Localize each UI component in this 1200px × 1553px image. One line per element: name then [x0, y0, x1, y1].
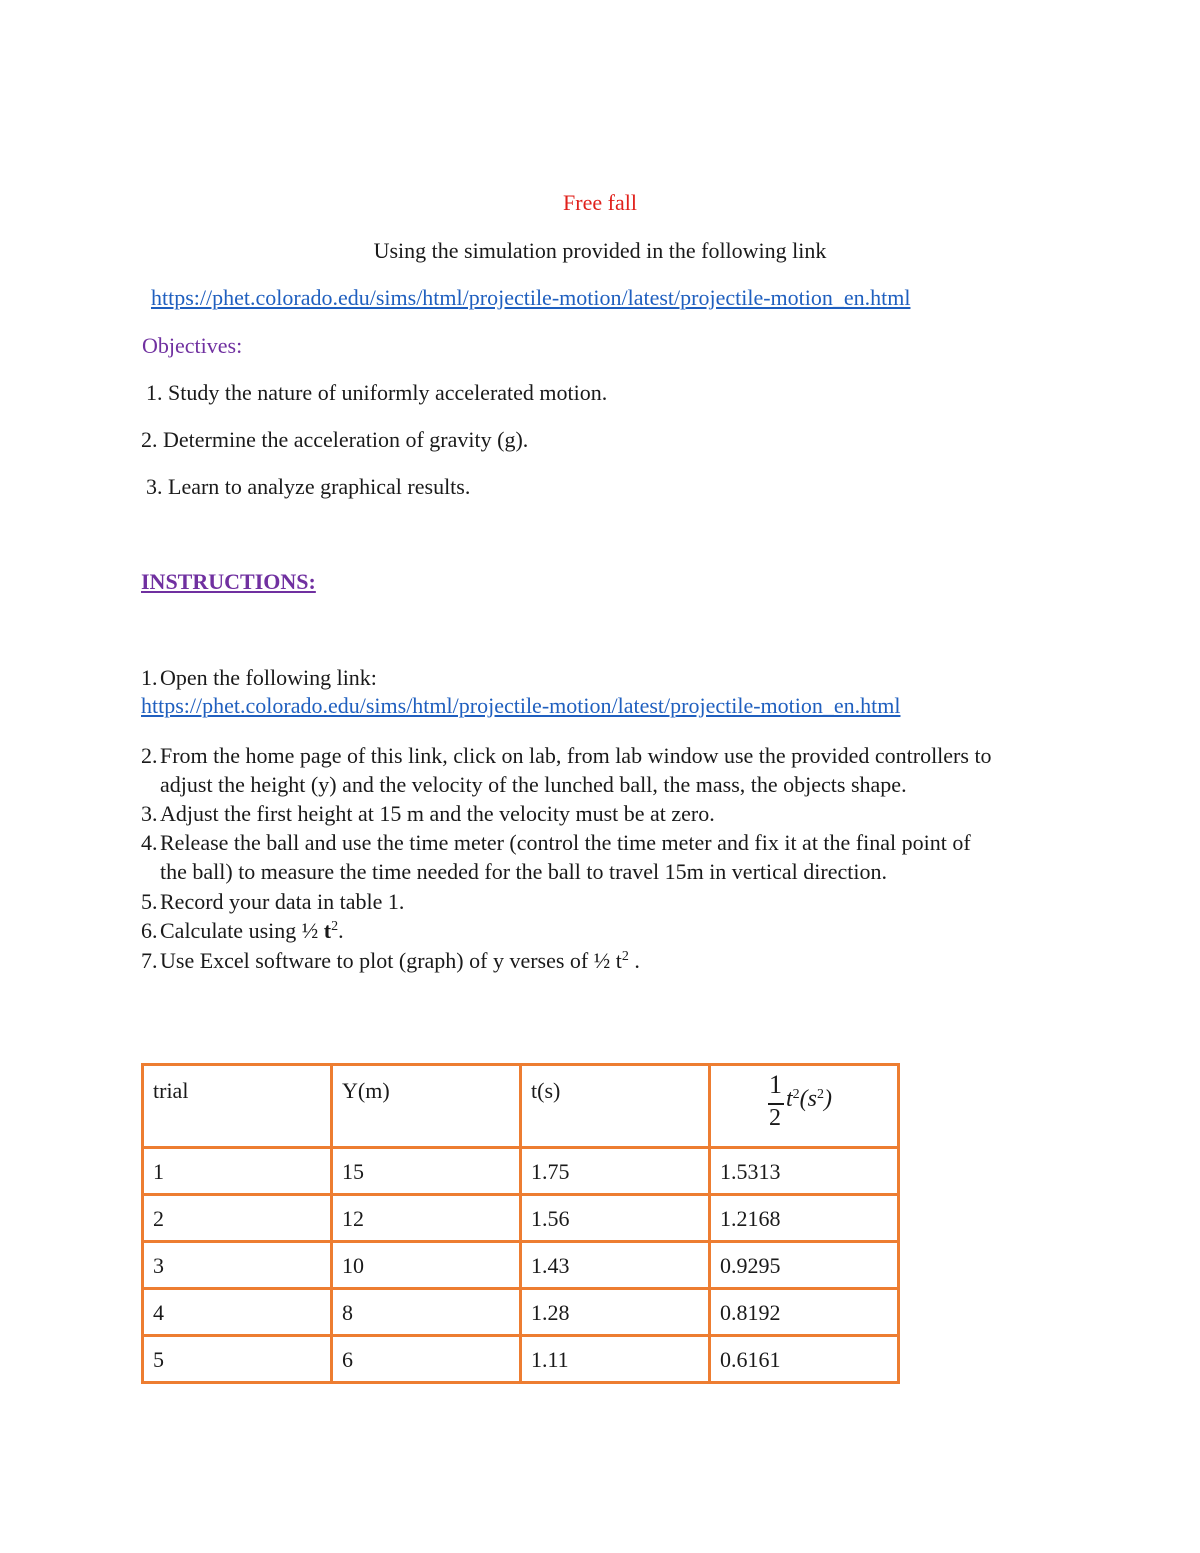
cell-t: 1.28 — [521, 1289, 710, 1336]
header-y: Y(m) — [332, 1065, 521, 1148]
cell-half-t2: 0.8192 — [710, 1289, 899, 1336]
header-t: t(s) — [521, 1065, 710, 1148]
instruction-step-6 — [141, 916, 344, 946]
step-text: Calculate using ½ — [160, 918, 324, 943]
instruction-step-5 — [141, 887, 404, 917]
cell-trial: 3 — [143, 1242, 332, 1289]
step-number: 5. — [141, 889, 158, 914]
cell-y: 12 — [332, 1195, 521, 1242]
cell-half-t2: 0.9295 — [710, 1242, 899, 1289]
step-text: Use Excel software to plot (graph) of y verses of ½ t — [160, 948, 622, 973]
formula-expression — [786, 1086, 832, 1113]
table-row — [143, 1242, 899, 1289]
simulation-link[interactable]: https://phet.colorado.edu/sims/html/projectile-motion/latest/projectile-motion_en.html — [151, 285, 911, 310]
instruction-step-4-continued: the ball) to measure the time needed for the ball to travel 15m in vertical direction. — [160, 859, 887, 884]
cell-t: 1.11 — [521, 1336, 710, 1383]
step-variable: t — [323, 918, 332, 943]
instructions-heading: INSTRUCTIONS: — [141, 569, 316, 594]
header-half-t-squared — [710, 1065, 899, 1148]
instruction-step-7 — [141, 946, 640, 976]
document-title: Free fall — [563, 190, 637, 215]
step-tail: . — [628, 948, 640, 973]
instruction-step-3 — [141, 799, 715, 829]
instruction-step-2 — [141, 741, 992, 771]
instruction-step-2-continued: adjust the height (y) and the velocity of the lunched ball, the mass, the objects shape. — [160, 772, 907, 797]
formula-exponent: 2 — [792, 1087, 800, 1102]
table-row — [143, 1336, 899, 1383]
formula-variable: t — [786, 1086, 793, 1112]
step-text: Open the following link: — [160, 665, 377, 690]
step-number: 3. — [141, 801, 158, 826]
data-table — [141, 1063, 900, 1384]
step-number: 1. — [141, 665, 158, 690]
cell-y: 15 — [332, 1148, 521, 1195]
header-trial: trial — [143, 1065, 332, 1148]
table-row — [143, 1289, 899, 1336]
step-number: 2. — [141, 743, 158, 768]
step-exponent: 2 — [331, 919, 339, 934]
cell-y: 8 — [332, 1289, 521, 1336]
cell-trial: 5 — [143, 1336, 332, 1383]
cell-trial: 2 — [143, 1195, 332, 1242]
instruction-step-4 — [141, 828, 971, 858]
cell-t: 1.56 — [521, 1195, 710, 1242]
objective-item: 2. Determine the acceleration of gravity (g). — [141, 427, 529, 452]
formula-paren-open: ( — [799, 1086, 808, 1112]
step-text: Release the ball and use the time meter (control the time meter and fix it at the final point of — [160, 830, 971, 855]
formula-unit-exponent: 2 — [817, 1087, 825, 1102]
step-number: 6. — [141, 918, 158, 943]
cell-half-t2: 1.5313 — [710, 1148, 899, 1195]
objectives-label: Objectives: — [142, 333, 243, 358]
fraction-denominator: 2 — [769, 1105, 781, 1131]
cell-t: 1.43 — [521, 1242, 710, 1289]
fraction-numerator: 1 — [769, 1070, 782, 1099]
step-text: Record your data in table 1. — [160, 889, 405, 914]
cell-y: 10 — [332, 1242, 521, 1289]
step-tail: . — [338, 918, 344, 943]
cell-half-t2: 1.2168 — [710, 1195, 899, 1242]
formula-unit: s — [807, 1086, 818, 1112]
simulation-link-2[interactable]: https://phet.colorado.edu/sims/html/projectile-motion/latest/projectile-motion_en.html — [141, 693, 901, 718]
table-row — [143, 1195, 899, 1242]
intro-text: Using the simulation provided in the following link — [373, 238, 827, 263]
table-row — [143, 1148, 899, 1195]
cell-y: 6 — [332, 1336, 521, 1383]
cell-t: 1.75 — [521, 1148, 710, 1195]
instruction-step-1 — [141, 663, 377, 693]
objective-item: 1. Study the nature of uniformly accelerated motion. — [146, 380, 608, 405]
step-number: 4. — [141, 830, 158, 855]
step-text: Adjust the first height at 15 m and the velocity must be at zero. — [160, 801, 715, 826]
step-number: 7. — [141, 948, 158, 973]
formula-paren-close: ) — [824, 1086, 833, 1112]
cell-half-t2: 0.6161 — [710, 1336, 899, 1383]
cell-trial: 1 — [143, 1148, 332, 1195]
step-text: From the home page of this link, click on lab, from lab window use the provided controllers to — [160, 743, 992, 768]
step-exponent: 2 — [621, 949, 629, 964]
objective-item: 3. Learn to analyze graphical results. — [146, 474, 471, 499]
cell-trial: 4 — [143, 1289, 332, 1336]
fraction-formula — [765, 1070, 855, 1140]
table-header-row — [143, 1065, 899, 1148]
